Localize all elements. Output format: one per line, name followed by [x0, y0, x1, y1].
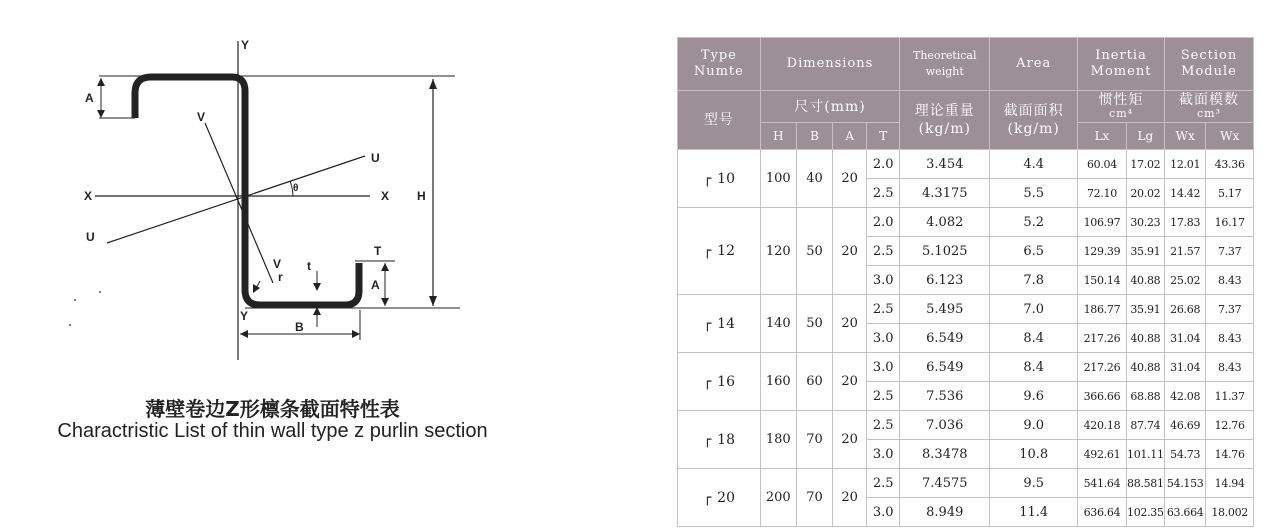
cell-wx2: 7.37 [1206, 295, 1254, 324]
cell-area: 8.4 [990, 353, 1078, 382]
subheader-lx: Lx [1078, 123, 1127, 150]
cell-wx1: 14.42 [1164, 179, 1205, 208]
cell-lx: 72.10 [1078, 179, 1127, 208]
cell-weight: 4.082 [900, 208, 990, 237]
header-weight-cn-label: 理论重量 [914, 103, 975, 119]
cell-type [678, 353, 761, 411]
cell-t: 3.0 [867, 324, 900, 353]
cell-b: 40 [796, 150, 832, 208]
cell-b: 60 [796, 353, 832, 411]
cell-lg: 87.74 [1126, 411, 1164, 440]
cell-area: 9.5 [990, 469, 1078, 498]
cell-a: 20 [833, 295, 867, 353]
type-number: 18 [717, 431, 735, 448]
cell-t: 3.0 [867, 353, 900, 382]
cell-lg: 102.35 [1126, 498, 1164, 527]
cell-area: 5.5 [990, 179, 1078, 208]
header-weight-cn-unit: (kg/m) [918, 121, 971, 137]
cell-lx: 420.18 [1078, 411, 1127, 440]
table-row [678, 295, 1254, 324]
cell-t: 2.5 [867, 237, 900, 266]
cell-wx2: 12.76 [1206, 411, 1254, 440]
cell-t: 2.5 [867, 411, 900, 440]
z-section-icon: ┐ [702, 243, 712, 259]
cell-lx: 636.64 [1078, 498, 1127, 527]
cell-t: 2.5 [867, 295, 900, 324]
label-a-top: A [85, 91, 94, 105]
cell-lx: 541.64 [1078, 469, 1127, 498]
cell-h: 140 [760, 295, 796, 353]
subheader-a: A [833, 123, 867, 150]
cell-area: 4.4 [990, 150, 1078, 179]
header-area: Area [990, 38, 1078, 91]
cell-a: 20 [833, 208, 867, 295]
label-a-bottom: A [371, 278, 380, 292]
table-body [678, 150, 1254, 527]
cell-wx1: 12.01 [1164, 150, 1205, 179]
cell-wx1: 54.73 [1164, 440, 1205, 469]
cell-weight: 8.3478 [900, 440, 990, 469]
label-h: H [417, 189, 426, 203]
label-v-left: V [197, 110, 206, 124]
cell-a: 20 [833, 150, 867, 208]
caption-chinese: 薄壁卷边Z形檩条截面特性表 [145, 397, 400, 421]
label-theta: θ [293, 183, 299, 194]
cell-weight: 3.454 [900, 150, 990, 179]
cell-lg: 40.88 [1126, 324, 1164, 353]
type-number: 10 [717, 170, 735, 187]
cell-t: 2.0 [867, 150, 900, 179]
cell-lg: 40.88 [1126, 266, 1164, 295]
cell-weight: 6.549 [900, 353, 990, 382]
subheader-lg: Lg [1126, 123, 1164, 150]
header-area-cn-unit: (kg/m) [1007, 121, 1060, 137]
header-type: Type Numte [678, 38, 761, 91]
cell-h: 120 [760, 208, 796, 295]
header-dimensions: Dimensions [760, 38, 900, 91]
type-number: 12 [717, 243, 735, 259]
table-row [678, 411, 1254, 440]
table-row [678, 353, 1254, 382]
cell-type [678, 411, 761, 469]
cell-wx2: 14.94 [1206, 469, 1254, 498]
cell-wx2: 18.002 [1206, 498, 1254, 527]
cell-weight: 8.949 [900, 498, 990, 527]
type-number: 20 [717, 489, 735, 506]
header-dimensions-cn: 尺寸(mm) [760, 91, 900, 123]
label-t-web: t [307, 259, 311, 273]
cell-wx2: 16.17 [1206, 208, 1254, 237]
cell-wx1: 31.04 [1164, 324, 1205, 353]
cell-area: 6.5 [990, 237, 1078, 266]
cell-b: 70 [796, 469, 832, 527]
header-area-cn [990, 91, 1078, 150]
caption-english: Charactristic List of thin wall type z purlin section [57, 420, 488, 442]
subheader-wx2: Wx [1206, 123, 1254, 150]
cell-wx2: 7.37 [1206, 237, 1254, 266]
cell-wx1: 26.68 [1164, 295, 1205, 324]
cell-lg: 68.88 [1126, 382, 1164, 411]
cell-b: 50 [796, 208, 832, 295]
cell-a: 20 [833, 469, 867, 527]
header-area-cn-label: 截面面积 [1003, 103, 1064, 119]
cell-weight: 6.123 [900, 266, 990, 295]
cell-wx2: 5.17 [1206, 179, 1254, 208]
cell-lx: 492.61 [1078, 440, 1127, 469]
header-section: Section Module [1164, 38, 1253, 91]
table-row [678, 150, 1254, 179]
cell-wx1: 21.57 [1164, 237, 1205, 266]
cell-lg: 88.581 [1126, 469, 1164, 498]
cell-wx1: 31.04 [1164, 353, 1205, 382]
label-r: r [278, 270, 283, 284]
cell-h: 100 [760, 150, 796, 208]
header-weight-cn [900, 91, 990, 150]
header-inertia-cn-unit: cm⁴ [1109, 106, 1134, 120]
cell-lx: 60.04 [1078, 150, 1127, 179]
z-purlin-section-diagram [55, 35, 525, 365]
cell-type [678, 208, 761, 295]
cell-lx: 217.26 [1078, 353, 1127, 382]
cell-t: 3.0 [867, 498, 900, 527]
cell-weight: 7.536 [900, 382, 990, 411]
cell-area: 9.0 [990, 411, 1078, 440]
cell-a: 20 [833, 353, 867, 411]
cell-area: 7.0 [990, 295, 1078, 324]
header-section-cn [1164, 91, 1253, 123]
type-number: 14 [717, 315, 735, 332]
header-type-cn: 型号 [678, 91, 761, 150]
cell-weight: 5.495 [900, 295, 990, 324]
z-section-icon: ┐ [702, 373, 712, 390]
cell-area: 8.4 [990, 324, 1078, 353]
cell-area: 10.8 [990, 440, 1078, 469]
cell-lg: 20.02 [1126, 179, 1164, 208]
cell-lg: 40.88 [1126, 353, 1164, 382]
subheader-h: H [760, 123, 796, 150]
cell-area: 11.4 [990, 498, 1078, 527]
cell-area: 9.6 [990, 382, 1078, 411]
cell-wx1: 63.664 [1164, 498, 1205, 527]
cell-t: 2.5 [867, 469, 900, 498]
subheader-t: T [867, 123, 900, 150]
cell-lx: 366.66 [1078, 382, 1127, 411]
cell-lg: 17.02 [1126, 150, 1164, 179]
cell-area: 5.2 [990, 208, 1078, 237]
cell-lg: 30.23 [1126, 208, 1164, 237]
table-row [678, 208, 1254, 237]
cell-h: 200 [760, 469, 796, 527]
z-section-icon: ┐ [702, 489, 712, 506]
cell-wx1: 42.08 [1164, 382, 1205, 411]
cell-wx2: 14.76 [1206, 440, 1254, 469]
header-section-cn-label: 截面模数 [1178, 91, 1239, 108]
label-u-left: U [86, 230, 95, 244]
cell-wx1: 46.69 [1164, 411, 1205, 440]
cell-t: 2.0 [867, 208, 900, 237]
cell-type [678, 150, 761, 208]
cell-wx2: 8.43 [1206, 324, 1254, 353]
cell-wx2: 8.43 [1206, 353, 1254, 382]
label-b: B [295, 320, 304, 334]
cell-b: 70 [796, 411, 832, 469]
label-t-lip: T [374, 244, 382, 258]
cell-lx: 106.97 [1078, 208, 1127, 237]
cell-wx1: 17.83 [1164, 208, 1205, 237]
cell-type [678, 295, 761, 353]
cell-wx2: 43.36 [1206, 150, 1254, 179]
cell-lx: 150.14 [1078, 266, 1127, 295]
cell-weight: 6.549 [900, 324, 990, 353]
subheader-b: B [796, 123, 832, 150]
subheader-wx1: Wx [1164, 123, 1205, 150]
z-section-icon: ┐ [702, 315, 712, 332]
header-theoretical-weight: Theoretical weight [900, 38, 990, 91]
cell-lg: 35.91 [1126, 237, 1164, 266]
cell-lx: 217.26 [1078, 324, 1127, 353]
header-section-cn-unit: cm³ [1196, 106, 1221, 120]
purlin-spec-table [677, 37, 1254, 527]
cell-t: 2.5 [867, 382, 900, 411]
table-row [678, 469, 1254, 498]
label-v-bottom: V [273, 257, 282, 271]
cell-wx1: 54.153 [1164, 469, 1205, 498]
cell-a: 20 [833, 411, 867, 469]
cell-type [678, 469, 761, 527]
cell-h: 160 [760, 353, 796, 411]
cell-lx: 186.77 [1078, 295, 1127, 324]
cell-weight: 7.036 [900, 411, 990, 440]
type-number: 16 [717, 373, 735, 390]
label-y-bottom: Y [240, 309, 249, 323]
z-section-icon: ┐ [702, 170, 712, 187]
cell-wx2: 8.43 [1206, 266, 1254, 295]
cell-t: 2.5 [867, 179, 900, 208]
cell-area: 7.8 [990, 266, 1078, 295]
cell-b: 50 [796, 295, 832, 353]
cell-lg: 101.11 [1126, 440, 1164, 469]
header-inertia-cn [1078, 91, 1165, 123]
cell-t: 3.0 [867, 266, 900, 295]
cell-lg: 35.91 [1126, 295, 1164, 324]
label-y-top: Y [241, 38, 250, 52]
label-u-right: U [371, 151, 380, 165]
cell-weight: 5.1025 [900, 237, 990, 266]
cell-lx: 129.39 [1078, 237, 1127, 266]
cell-wx1: 25.02 [1164, 266, 1205, 295]
header-inertia: Inertia Moment [1078, 38, 1165, 91]
header-inertia-cn-label: 惯性矩 [1098, 91, 1144, 108]
cell-h: 180 [760, 411, 796, 469]
label-x-right: X [381, 189, 390, 203]
cell-weight: 7.4575 [900, 469, 990, 498]
cell-wx2: 11.37 [1206, 382, 1254, 411]
z-section-icon: ┐ [702, 431, 712, 448]
label-x-left: X [84, 189, 93, 203]
cell-t: 3.0 [867, 440, 900, 469]
cell-weight: 4.3175 [900, 179, 990, 208]
